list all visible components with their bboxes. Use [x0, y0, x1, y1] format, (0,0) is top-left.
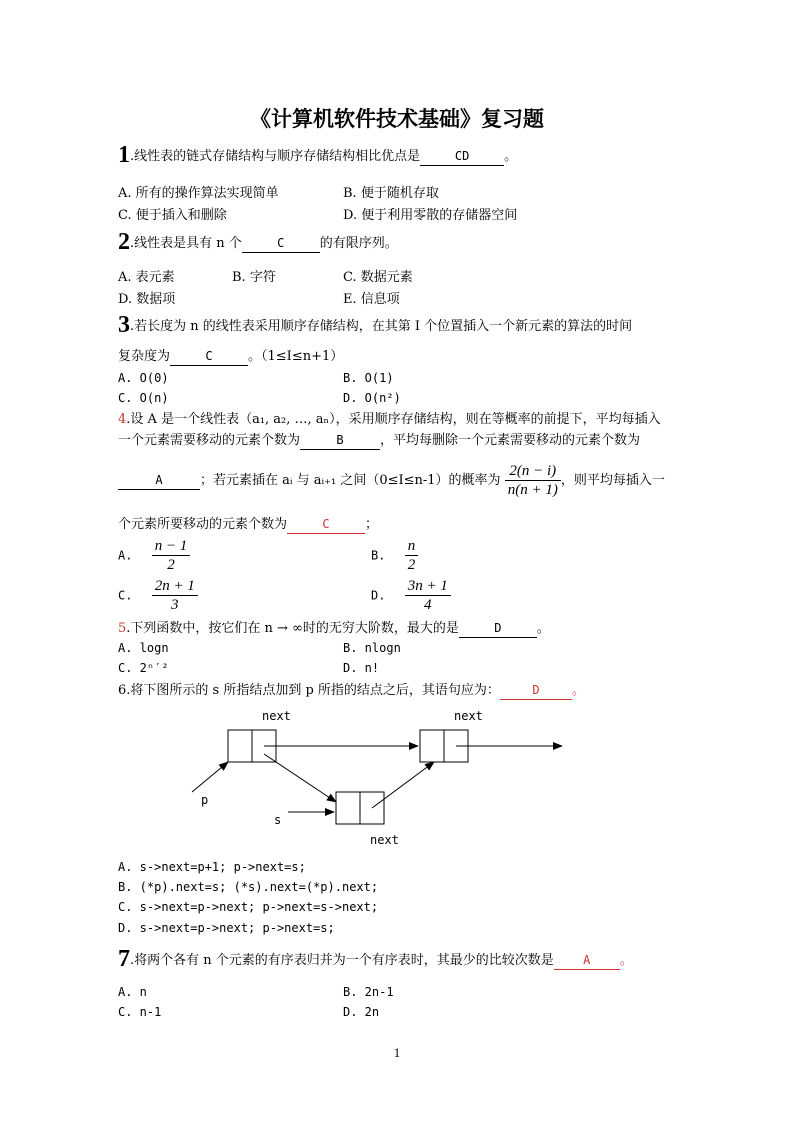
- question-text: 6.将下图所示的 s 所指结点加到 p 所指的结点之后，其语句应为：: [118, 683, 500, 698]
- option-a: A. logn: [118, 641, 169, 655]
- answer-blank: C: [242, 235, 320, 253]
- option-d: D. 2n: [343, 1005, 380, 1019]
- label-next-2: next: [454, 709, 483, 723]
- question-text: ，则平均每插入一: [560, 473, 665, 488]
- label-s: s: [274, 813, 282, 827]
- answer-blank: D: [459, 620, 537, 638]
- question-text: .若长度为 n 的线性表采用顺序存储结构，在其第 I 个位置插入一个新元素的算法的时间: [130, 319, 633, 334]
- question-text: .设 A 是一个线性表（a₁, a₂, …, aₙ），采用顺序存储结构，则在等概率的前提下，平均每插入: [126, 412, 661, 427]
- question-end: 的有限序列。: [319, 236, 398, 251]
- question-text: ；若元素插在 aᵢ 与 aᵢ₊₁ 之间（0≤I≤n-1）的概率为: [200, 473, 501, 488]
- arrow-p-s: [264, 754, 336, 802]
- question-number: 5: [118, 621, 127, 636]
- option-d: D. O(n²): [343, 391, 401, 405]
- question-4-line3: [118, 462, 665, 499]
- question-number: 4: [118, 412, 127, 427]
- question-number: 3: [118, 312, 130, 338]
- question-number: 7: [118, 946, 130, 972]
- option-c: C. $\frac{2n + 1}{3}$: [118, 577, 198, 614]
- option-b: B. (*p).next=s; (*s).next=(*p).next;: [118, 880, 379, 894]
- question-7: [118, 946, 633, 972]
- option-d: D. s->next=p->next; p->next=s;: [118, 921, 335, 935]
- question-number: 1: [118, 142, 130, 168]
- question-3: [118, 312, 633, 338]
- question-4-line4: [118, 516, 378, 534]
- question-text: 一个元素需要移动的元素个数为: [118, 433, 301, 448]
- answer-blank: A: [554, 952, 620, 970]
- option-b: B. 字符: [232, 270, 276, 285]
- option-a: A. 表元素: [118, 270, 175, 285]
- question-6: [118, 682, 585, 700]
- label-next-1: next: [262, 709, 291, 723]
- option-b: B. O(1): [343, 371, 394, 385]
- node-s: [336, 792, 384, 824]
- option-c: C. 便于插入和删除: [118, 208, 227, 223]
- question-2: [118, 229, 398, 255]
- question-end: 。: [619, 953, 633, 968]
- answer-blank: CD: [420, 148, 504, 166]
- question-4: [118, 411, 661, 428]
- question-end: ；: [365, 517, 379, 532]
- option-a: A. n: [118, 985, 147, 999]
- option-a: A. s->next=p+1; p->next=s;: [118, 860, 306, 874]
- question-text: .线性表是具有 n 个: [130, 236, 242, 251]
- option-e: E. 信息项: [343, 292, 400, 307]
- answer-blank: C: [170, 348, 248, 366]
- option-d: D. n!: [343, 661, 380, 675]
- option-c: C. 数据元素: [343, 270, 413, 285]
- question-end: 。（1≤I≤n+1）: [248, 349, 344, 364]
- label-p: p: [201, 793, 209, 807]
- option-c: C. s->next=p->next; p->next=s->next;: [118, 900, 379, 914]
- question-text: ，平均每删除一个元素需要移动的元素个数为: [380, 433, 641, 448]
- question-number: 2: [118, 229, 130, 255]
- question-text: 复杂度为: [118, 349, 171, 364]
- page-number: 1: [393, 1045, 401, 1060]
- option-b: B. nlogn: [343, 641, 401, 655]
- answer-blank: C: [287, 516, 365, 534]
- question-text: .下列函数中，按它们在 n → ∞时的无穷大阶数，最大的是: [126, 621, 459, 636]
- question-1: [118, 142, 518, 168]
- question-end: 。: [536, 621, 550, 636]
- linked-list-diagram: [0, 700, 794, 850]
- question-end: 。: [571, 683, 585, 698]
- option-b: B. 2n-1: [343, 985, 394, 999]
- answer-blank: A: [118, 472, 200, 490]
- option-d: D. 便于利用零散的存储器空间: [343, 208, 518, 223]
- probability-fraction: $\frac{2(n - i)}{n(n + 1)}$: [505, 462, 561, 499]
- question-end: 。: [504, 149, 518, 164]
- page-title: 《计算机软件技术基础》复习题: [250, 106, 544, 131]
- answer-blank: D: [500, 682, 572, 700]
- option-a: A. 所有的操作算法实现简单: [118, 186, 279, 201]
- question-4-line2: [118, 432, 640, 450]
- question-text: 个元素所要移动的元素个数为: [118, 517, 288, 532]
- question-text: .将两个各有 n 个元素的有序表归并为一个有序表时，其最少的比较次数是: [130, 953, 554, 968]
- arrow-s-next: [372, 762, 434, 808]
- question-5: [118, 620, 550, 638]
- option-c: C. n-1: [118, 1005, 162, 1019]
- label-next-3: next: [370, 833, 399, 847]
- arrow-pointer-p: [192, 762, 228, 792]
- question-3-line2: [118, 348, 343, 366]
- option-d: D. $\frac{3n + 1}{4}$: [371, 577, 451, 614]
- answer-blank: B: [300, 432, 380, 450]
- option-c: C. 2ⁿ′²: [118, 661, 169, 675]
- option-c: C. O(n): [118, 391, 169, 405]
- option-d: D. 数据项: [118, 292, 176, 307]
- option-b: B. $\frac{n}{2}$: [371, 537, 418, 574]
- option-a: A. O(0): [118, 371, 169, 385]
- option-b: B. 便于随机存取: [343, 186, 439, 201]
- option-a: A. $\frac{n - 1}{2}$: [118, 537, 190, 574]
- question-text: .线性表的链式存储结构与顺序存储结构相比优点是: [130, 149, 421, 164]
